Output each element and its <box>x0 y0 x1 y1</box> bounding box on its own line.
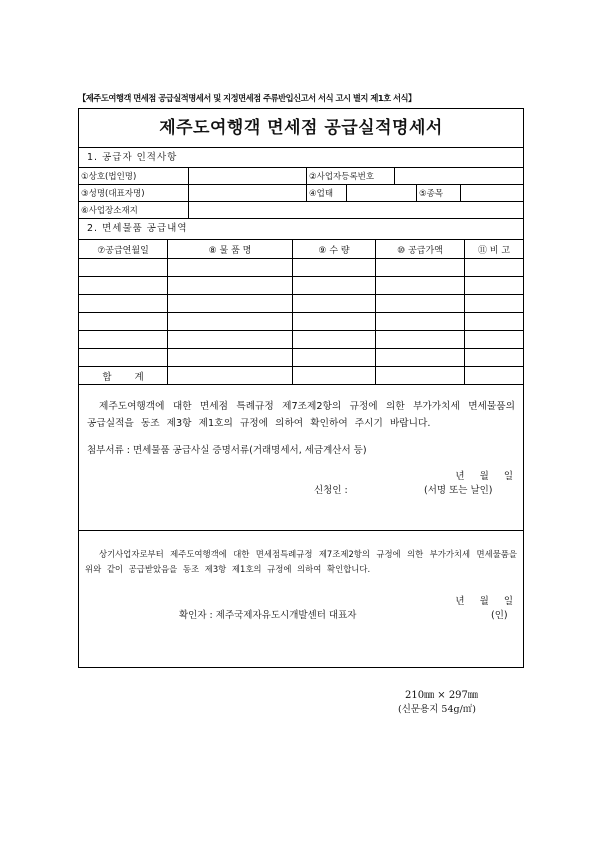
confirm-paragraph: 상기사업자로부터 제주도여행객에 대한 면세점특례규정 제7조제2항의 규정에 의한 부가가치세 면세물품을 위와 같이 공급받았음을 동조 제3항 제1호의 규정에 의하여 확인합니다. <box>85 549 517 574</box>
supply-date-cell[interactable] <box>79 277 168 294</box>
request-section <box>79 385 523 531</box>
total-label: 합 계 <box>79 367 168 384</box>
confirm-date: 년 월 일 <box>455 596 513 607</box>
supply-date-cell[interactable] <box>79 313 168 330</box>
confirmer-label: 확인자 : 제주국제자유도시개발센터 대표자 <box>179 610 357 621</box>
total-value-cell[interactable] <box>376 367 465 384</box>
section1-heading: 1. 공급자 인적사항 <box>79 148 523 168</box>
quantity-cell[interactable] <box>293 259 376 276</box>
info-row-3 <box>79 202 523 219</box>
product-name-cell[interactable] <box>168 277 293 294</box>
item-field[interactable] <box>461 185 523 201</box>
table-row <box>79 331 523 349</box>
address-label: ⑥사업장소재지 <box>79 202 189 218</box>
supply-date-cell[interactable] <box>79 295 168 312</box>
supply-value-cell[interactable] <box>376 331 465 348</box>
col-supply-date: ⑦공급연월일 <box>79 240 168 258</box>
confirmer-line <box>79 607 523 623</box>
remarks-cell[interactable] <box>465 313 523 330</box>
attachment-note: 첨부서류 : 면세물품 공급사실 증명서류(거래명세서, 세금계산서 등) <box>87 445 367 456</box>
quantity-cell[interactable] <box>293 295 376 312</box>
business-type-field[interactable] <box>347 185 417 201</box>
remarks-cell[interactable] <box>465 277 523 294</box>
address-field[interactable] <box>189 202 523 218</box>
remarks-cell[interactable] <box>465 331 523 348</box>
request-paragraph: 제주도여행객에 대한 면세점 특례규정 제7조제2항의 규정에 의한 부가가치세 면세물품의 공급실적을 동조 제3항 제1호의 규정에 의하여 확인하여 주시기 바랍니다. <box>87 401 515 429</box>
request-date: 년 월 일 <box>455 471 513 482</box>
supply-date-cell[interactable] <box>79 349 168 366</box>
item-label: ⑤종목 <box>417 185 461 201</box>
quantity-cell[interactable] <box>293 349 376 366</box>
applicant-label: 신청인 : <box>314 485 348 496</box>
business-type-label: ④업태 <box>307 185 347 201</box>
applicant-line <box>79 482 523 498</box>
name-label: ③성명(대표자명) <box>79 185 189 201</box>
total-row <box>79 367 523 385</box>
total-product-cell[interactable] <box>168 367 293 384</box>
product-name-cell[interactable] <box>168 331 293 348</box>
total-remarks-cell[interactable] <box>465 367 523 384</box>
form-header-note: 【제주도여행객 면세점 공급실적명세서 및 지정면세점 주류반입신고서 서식 고시 별지 제1호 서식】 <box>78 93 416 103</box>
product-name-cell[interactable] <box>168 313 293 330</box>
bizno-field[interactable] <box>395 168 523 184</box>
product-name-cell[interactable] <box>168 295 293 312</box>
remarks-cell[interactable] <box>465 349 523 366</box>
name-field[interactable] <box>189 185 307 201</box>
col-product-name: ⑧ 물 품 명 <box>168 240 293 258</box>
total-quantity-cell[interactable] <box>293 367 376 384</box>
table-row <box>79 259 523 277</box>
supply-value-cell[interactable] <box>376 259 465 276</box>
col-remarks: ⑪ 비 고 <box>477 245 511 256</box>
info-row-2 <box>79 185 523 202</box>
section2-heading: 2. 면세물품 공급내역 <box>79 219 523 240</box>
confirm-section <box>79 531 523 623</box>
supply-table-header <box>79 240 523 259</box>
table-row <box>79 349 523 367</box>
supply-value-cell[interactable] <box>376 313 465 330</box>
table-row <box>79 295 523 313</box>
supply-date-cell[interactable] <box>79 331 168 348</box>
form-frame <box>78 108 524 668</box>
col-quantity: ⑨ 수 량 <box>293 240 376 258</box>
paper-size: 210㎜ × 297㎜ <box>405 690 478 701</box>
quantity-cell[interactable] <box>293 277 376 294</box>
company-label: ①상호(법인명) <box>79 168 189 184</box>
supply-value-cell[interactable] <box>376 295 465 312</box>
info-row-1 <box>79 168 523 185</box>
quantity-cell[interactable] <box>293 313 376 330</box>
remarks-cell[interactable] <box>465 295 523 312</box>
table-row <box>79 313 523 331</box>
remarks-cell[interactable] <box>465 259 523 276</box>
supply-value-cell[interactable] <box>376 349 465 366</box>
product-name-cell[interactable] <box>168 259 293 276</box>
supply-date-cell[interactable] <box>79 259 168 276</box>
quantity-cell[interactable] <box>293 331 376 348</box>
applicant-sign[interactable]: (서명 또는 날인) <box>424 485 493 496</box>
col-supply-value: ⑩ 공급가액 <box>376 240 465 258</box>
confirmer-seal[interactable]: (인) <box>491 610 508 621</box>
product-name-cell[interactable] <box>168 349 293 366</box>
supply-value-cell[interactable] <box>376 277 465 294</box>
form-title: 제주도여행객 면세점 공급실적명세서 <box>79 109 523 148</box>
paper-type: (신문용지 54g/㎡) <box>398 704 477 715</box>
supply-table-body <box>79 259 523 367</box>
bizno-label: ②사업자등록번호 <box>307 168 395 184</box>
company-field[interactable] <box>189 168 307 184</box>
table-row <box>79 277 523 295</box>
